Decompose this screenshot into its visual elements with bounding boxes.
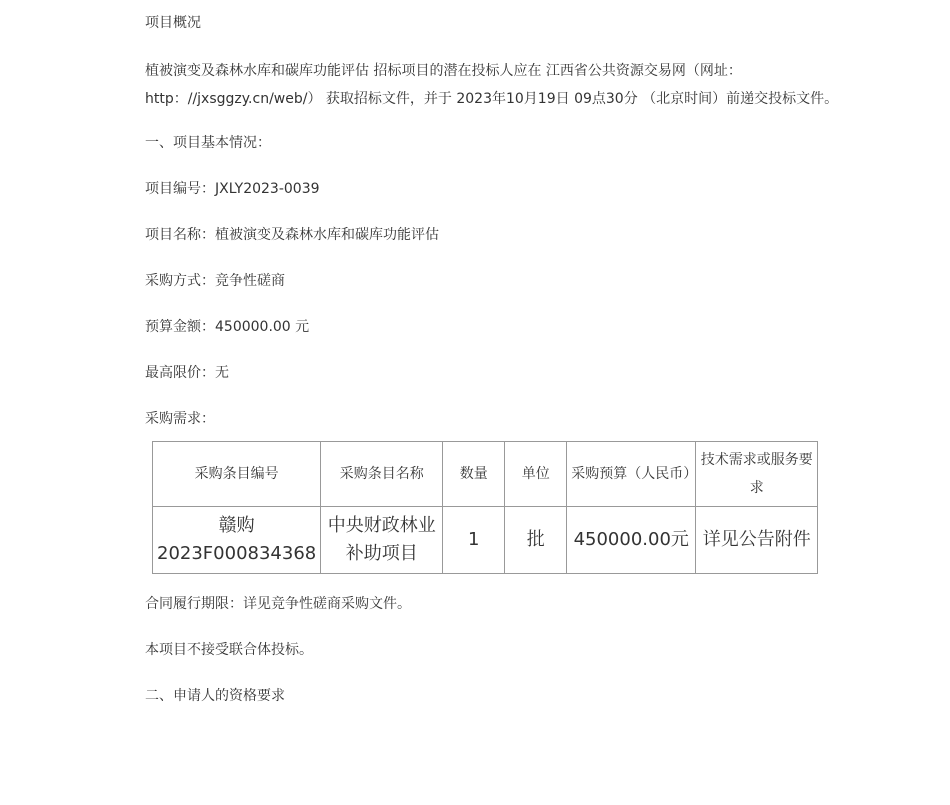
intro-line-2: http：//jxsggzy.cn/web/） 获取招标文件，并于 2023年10月19日 09点30分 （北京时间）前递交投标文件。 [145, 91, 839, 107]
contract-period: 合同履行期限：详见竞争性磋商采购文件。 [145, 596, 411, 612]
table-header-row [153, 442, 818, 507]
requirements-table [152, 441, 818, 574]
document-body [145, 11, 845, 708]
section-1-title: 一、项目基本情况： [145, 135, 271, 151]
header-item-no: 采购条目编号 [153, 442, 321, 507]
header-budget: 采购预算（人民币） [567, 442, 696, 507]
cell-item-name: 中央财政林业补助项目 [321, 507, 443, 574]
intro-paragraph [145, 57, 845, 113]
cell-budget: 450000.00元 [567, 507, 696, 574]
max-price: 最高限价：无 [145, 365, 229, 381]
header-quantity: 数量 [443, 442, 505, 507]
header-tech-req: 技术需求或服务要求 [696, 442, 818, 507]
requirements-label: 采购需求： [145, 411, 215, 427]
budget-amount: 预算金额：450000.00 元 [145, 319, 310, 335]
header-item-name: 采购条目名称 [321, 442, 443, 507]
header-unit: 单位 [505, 442, 567, 507]
project-name: 项目名称：植被演变及森林水库和碳库功能评估 [145, 227, 439, 243]
cell-tech-req: 详见公告附件 [696, 507, 818, 574]
table-row [153, 507, 818, 574]
project-number: 项目编号：JXLY2023-0039 [145, 181, 320, 197]
procurement-method: 采购方式：竞争性磋商 [145, 273, 285, 289]
overview-title: 项目概况 [145, 15, 201, 31]
cell-quantity: 1 [443, 507, 505, 574]
intro-line-1: 植被演变及森林水库和碳库功能评估 招标项目的潜在投标人应在 江西省公共资源交易网（网址： [145, 63, 742, 79]
section-2-title: 二、申请人的资格要求 [145, 688, 285, 704]
consortium-note: 本项目不接受联合体投标。 [145, 642, 313, 658]
cell-item-no: 赣购2023F000834368 [153, 507, 321, 574]
cell-unit: 批 [505, 507, 567, 574]
